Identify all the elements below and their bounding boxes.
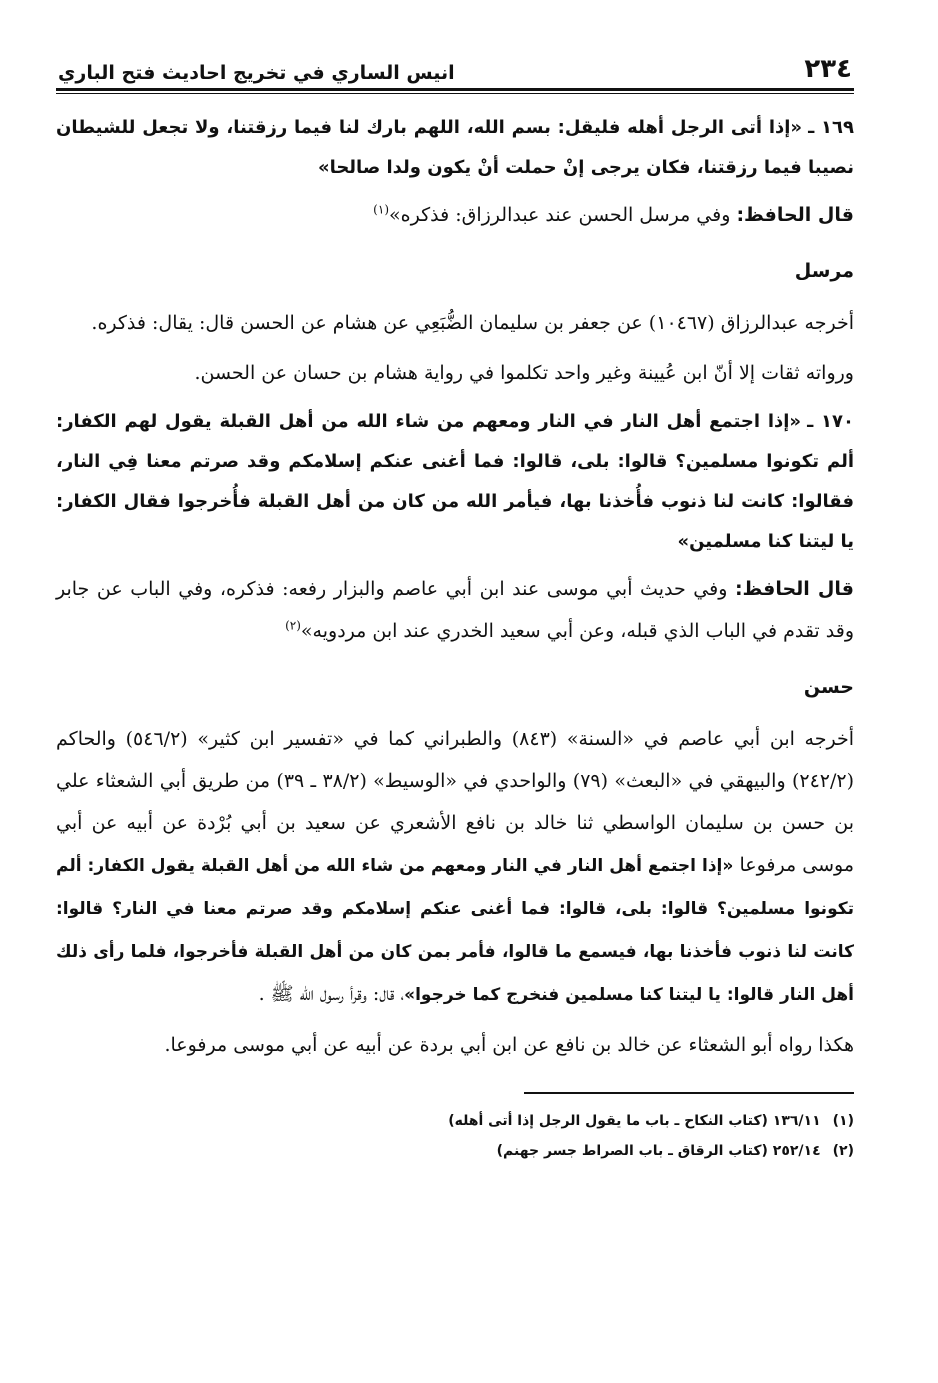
hafiz-text: وفي مرسل الحسن عند عبدالرزاق: فذكره» [389,204,731,226]
hadith-text: «إذا أتى الرجل أهله فليقل: بسم الله، اللهم بارك لنا فيما رزقتنا، ولا تجعل للشيطان نصيبا فيما رزقتنا، فكان يرجى إنْ حملت أنْ يكون ولدا صالحا» [56,117,854,178]
hadith-number: ١٦٩ ـ [808,117,855,138]
takhrij-paragraph-170 [56,718,854,1016]
footnote-number: (٢) [832,1143,854,1159]
hadith-number: ١٧٠ ـ [807,411,854,432]
hafiz-comment-169 [56,194,854,236]
hadith-170 [56,402,854,562]
takhrij-sources: أخرجه ابن أبي عاصم في «السنة» (٨٤٣) والطبراني كما في «تفسير ابن كثير» (٥٤٦/٢) والحاكم (٢٤٢/٢) والبيهقي في «البعث» (٧٩) والواحدي في «الوسيط» (٣٨/٢ ـ ٣٩) من طريق أبي الشعثاء علي بن حسن بن سليمان الواسطي ثنا خالد بن نافع الأشعري عن سعيد بن أبي بُرْدة عن أبيه عن أبي موسى مرفوعا [56,728,855,876]
hafiz-text: وفي حديث أبي موسى عند ابن أبي عاصم والبزار رفعه: فذكره، وفي الباب عن جابر وقد تقدم في الباب الذي قبله، وعن أبي سعيد الخدري عند ابن مردويه» [56,578,854,642]
hadith-169 [56,108,854,188]
closing-paragraph-170: هكذا رواه أبو الشعثاء عن خالد بن نافع عن ابن أبي بردة عن أبيه عن أبي موسى مرفوعا. [164,1034,854,1056]
takhrij-tail: ، قال: وقرأ رسول الله ﷺ . [258,983,405,1005]
document-page [56,40,854,1166]
footnote-text: ٢٥٢/١٤ (كتاب الرقاق ـ باب الصراط جسر جهنم) [496,1143,821,1159]
takhrij-paragraph-169: أخرجه عبدالرزاق (١٠٤٦٧) عن جعفر بن سليمان الضُّبَعِي عن هشام عن الحسن قال: يقال: فذكره. [91,312,854,334]
footnote-item [56,1136,854,1166]
header-rule-thin [56,93,854,94]
footnote-number: (١) [832,1113,854,1129]
hafiz-label: قال الحافظ: [734,578,854,600]
footnote-text: ١٣٦/١١ (كتاب النكاح ـ باب ما يقول الرجل إذا أتى أهله) [448,1113,821,1129]
narrators-paragraph-169: ورواته ثقات إلا أنّ ابن عُيينة وغير واحد تكلموا في رواية هشام بن حسان عن الحسن. [194,362,854,384]
hafiz-comment-170 [56,568,854,652]
hadith-text: «إذا اجتمع أهل النار في النار ومعهم من شاء الله من أهل القبلة يقول لهم الكفار: ألم تكونوا مسلمين؟ قالوا: بلى، قالوا: فما أغنى عنكم إسلامكم وقد صرتم معنا فِي النار، فقالوا: كانت لنا ذنوب فأُخذنا بها، فيأمر الله من كان من أهل القبلة فأُخرجوا فقال الكفار: يا ليتنا كنا مسلمين» [56,411,854,552]
page-number: ٢٣٤ [804,54,852,84]
page-content [56,108,854,1166]
footnote-divider [524,1092,854,1094]
running-title: انيس الساري في تخريج احاديث فتح الباري [58,62,455,84]
footnote-ref: (١) [373,202,389,217]
hadith-quote: «إذا اجتمع أهل النار في النار ومعهم من شاء الله من أهل القبلة يقول الكفار: ألم تكونوا مسلمين؟ قالوا: بلى، قالوا: فما أغنى عنكم إسلامكم وقد صرتم معنا في النار؟ قالوا: كانت لنا ذنوب فأخذنا بها، فيسمع ما قالوا، فأمر بمن كان من أهل القبلة فأخرجوا، فلما رأى ذلك أهل النار قالوا: يا ليتنا كنا مسلمين فنخرج كما خرجوا» [56,856,854,1005]
grade-heading: حسن [803,676,854,698]
footnote-ref: (٢) [285,618,301,633]
header-rule [56,88,854,91]
hafiz-label: قال الحافظ: [736,204,854,226]
grade-heading: مرسل [794,260,854,282]
page-header [56,40,854,84]
footnote-item [56,1106,854,1136]
